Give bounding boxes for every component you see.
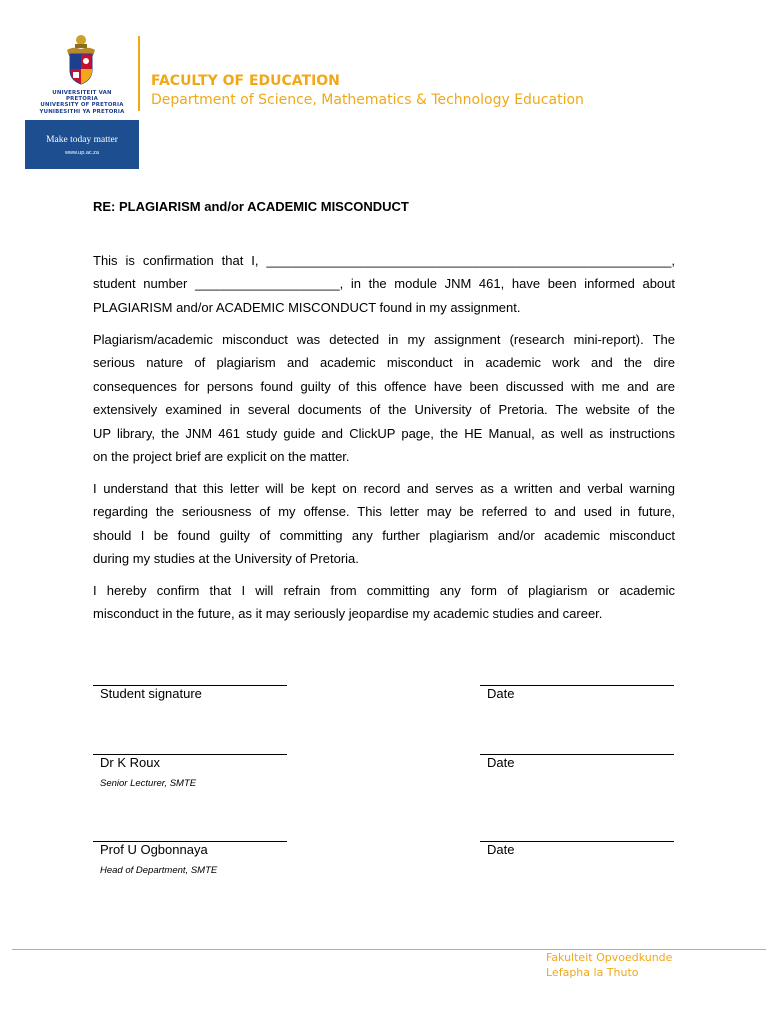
date-label-hod: Date [487,842,515,857]
paragraph-line: PLAGIARISM and/or ACADEMIC MISCONDUCT found in my assignment. [93,299,521,315]
paragraph-confirmation [93,249,675,319]
tagline-banner [25,120,139,169]
header-divider [138,36,140,111]
paragraph-line: should I be found guilty of committing any further plagiarism and/or academic misconduct [93,527,675,543]
paragraph-line: student number ____________________, in the module JNM 461, have been informed about [93,276,675,292]
paragraph-line: I understand that this letter will be kept on record and serves as a written and verbal warning [93,481,675,496]
uni-name-afrikaans: UNIVERSITEIT VAN PRETORIA [52,90,112,103]
date-label-lecturer: Date [487,755,515,770]
signature-label-student: Student signature [100,686,202,701]
footer-divider [12,949,766,950]
uni-name-sepedi: YUNIBESITHI YA PRETORIA [39,108,125,115]
tagline-url: www.up.ac.za [65,150,99,156]
paragraph-line: This is confirmation that I, ________________________________________________________, [93,253,675,268]
paragraph-line: Plagiarism/academic misconduct was detected in my assignment (research mini-report). The [93,332,675,347]
paragraph-line: during my studies at the University of Pretoria. [93,551,359,567]
faculty-title: FACULTY OF EDUCATION [151,73,340,89]
paragraph-line: regarding the seriousness of my offense. This letter may be referred to and used in future, [93,504,675,520]
uni-name-english: UNIVERSITY OF PRETORIA [40,102,124,109]
paragraph-line: extensively examined in several documents of the University of Pretoria. The website of the [93,402,675,418]
university-crest-icon [63,34,99,88]
paragraph-line: consequences for persons found guilty of this offence have been discussed with me and are [93,378,675,394]
university-names [37,90,127,115]
paragraph-line: I hereby confirm that I will refrain from committing any form of plagiarism or academic [93,583,675,598]
paragraph-commitment [93,579,675,626]
department-title: Department of Science, Mathematics & Technology Education [151,92,584,108]
paragraph-warning [93,477,675,571]
signature-title-lecturer: Senior Lecturer, SMTE [100,778,197,789]
footer-faculty-afrikaans: Fakulteit Opvoedkunde [546,951,673,964]
paragraph-detection [93,328,675,468]
paragraph-line: serious nature of plagiarism and academic misconduct in academic work and the dire [93,355,675,371]
tagline-text: Make today matter [46,135,118,145]
letter-subject: RE: PLAGIARISM and/or ACADEMIC MISCONDUCT [93,199,409,214]
paragraph-line: UP library, the JNM 461 study guide and ClickUP page, the HE Manual, as well as instructions [93,425,675,441]
paragraph-line: on the project brief are explicit on the matter. [93,449,350,465]
paragraph-line: misconduct in the future, as it may seriously jeopardise my academic studies and career. [93,606,603,622]
signature-name-lecturer: Dr K Roux [100,755,160,770]
signature-title-hod: Head of Department, SMTE [100,865,218,876]
signature-name-hod: Prof U Ogbonnaya [100,842,208,857]
date-label-student: Date [487,686,515,701]
footer-faculty-sepedi: Lefapha la Thuto [546,966,639,979]
